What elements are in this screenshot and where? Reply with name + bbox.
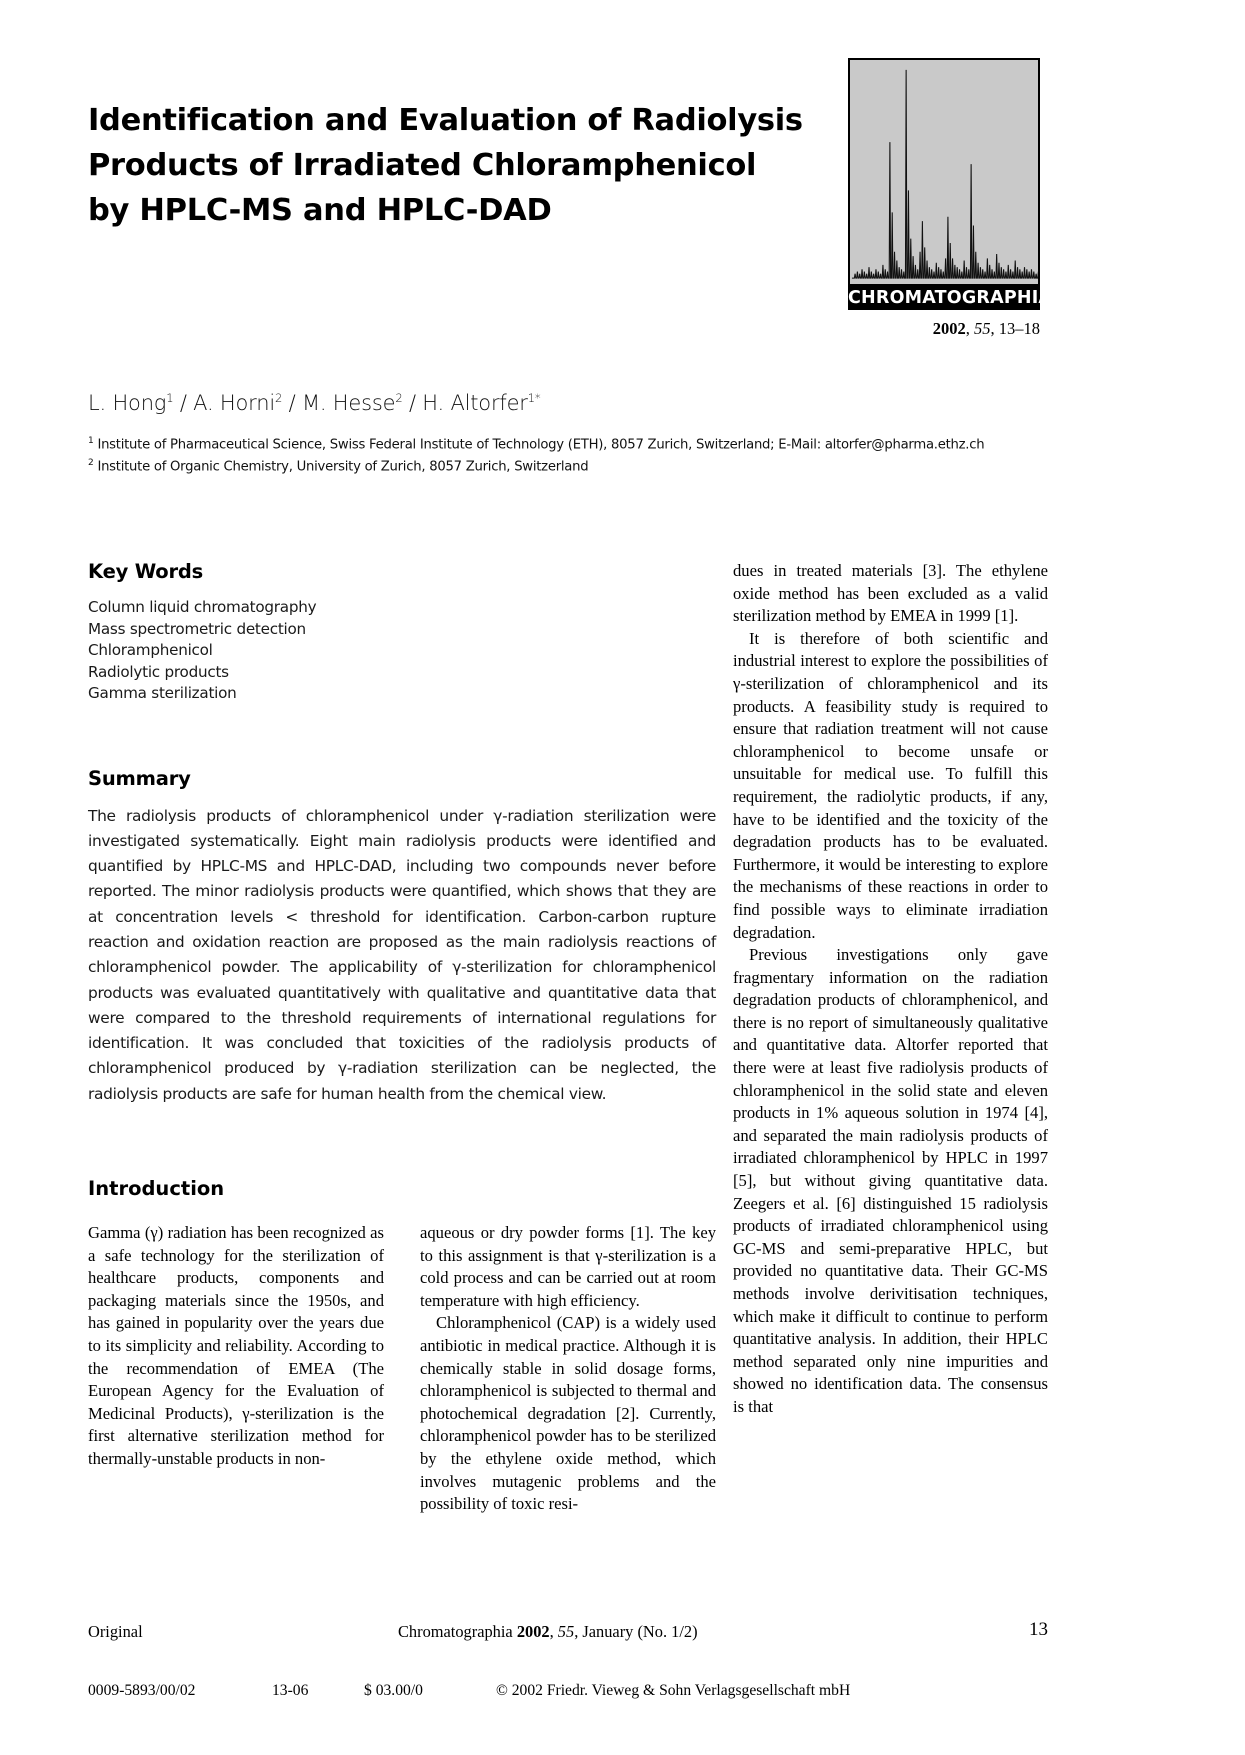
affiliation-2-text: Institute of Organic Chemistry, University of Zurich, 8057 Zurich, Switzerland xyxy=(97,459,589,475)
title-line-3: by HPLC-MS and HPLC-DAD xyxy=(88,193,552,228)
title-line-1: Identification and Evaluation of Radiolysis xyxy=(88,103,803,138)
keyword-item: Gamma sterilization xyxy=(88,684,237,702)
citation-pages: 13–18 xyxy=(998,319,1040,338)
footer-row-secondary xyxy=(88,1682,1048,1708)
keywords-heading: Key Words xyxy=(88,560,204,583)
chromatogram-thumbnail xyxy=(848,58,1040,286)
footer-journal-citation: Chromatographia 2002, 55, January (No. 1/2) xyxy=(398,1622,698,1641)
footer-issn: 0009-5893/00/02 xyxy=(88,1682,196,1699)
footer-page-number: 13 xyxy=(1029,1619,1048,1640)
left-column xyxy=(88,560,716,1200)
author-1-affil-marker: 1 xyxy=(166,391,174,405)
body-paragraph: It is therefore of both scientific and industrial interest to explore the possibilities of γ-sterilization of chloramphenicol and its products. A feasibility study is required to ensure that radiation treatment will not cause chloramphenicol to become unsafe or unsuitable for medical use. To fulfill this requirement, the radiolytic products, if any, have to be identified and the toxicity of the degradation products has to be evaluated. Furthermore, it would be interesting to explore the mechanisms of these reactions in order to find possible ways to eliminate irradiation degradation. xyxy=(733,628,1048,942)
summary-heading: Summary xyxy=(88,766,191,790)
intro-paragraph: Chloramphenicol (CAP) is a widely used antibiotic in medical practice. Although it is chemically stable in solid dosage forms, chloramphenicol is subjected to thermal and photochemical degradation [2]. Currently, chloramphenicol powder has to be sterilized by the ethylene oxide method, which involves mutagenic problems and the possibility of toxic resi- xyxy=(420,1313,716,1514)
affiliation-2-marker: 2 xyxy=(88,458,94,469)
keyword-item: Column liquid chromatography xyxy=(88,598,317,616)
author-3: M. Hesse$^2$ xyxy=(301,391,403,415)
footer-journal-name: Chromatographia xyxy=(398,1622,513,1641)
keywords-list xyxy=(88,597,716,705)
body-paragraph: Previous investigations only gave fragmentary information on the radiation degradation products of chloramphenicol, and there is no report of simultaneously qualitative and quantitative data. Altorfer reported that there were at least five radiolysis products of chloramphenicol in the solid state and eleven products in 1% aqueous solution in 1974 [4], and separated the main radiolysis products of irradiated chloramphenicol by HPLC in 1997 [5], but without giving quantitative data. Zeegers et al. [6] distinguished 15 radiolysis products of irradiated chloramphenicol using GC-MS and semi-preparative HPLC, but provided no quantitative data. Their GC-MS methods involve derivitisation techniques, which make it difficult to continue to perform quantitative analysis. In addition, their HPLC method separated only nine impurities and showed no identification data. The consensus is that xyxy=(733,945,1048,1416)
author-separator-1: / xyxy=(179,391,194,415)
footer-article-code: 13-06 xyxy=(272,1682,309,1699)
author-1: L. Hong$^1$ xyxy=(88,391,174,415)
affiliation-1-marker: 1 xyxy=(88,436,94,446)
introduction-body xyxy=(88,1222,716,1516)
summary-text: The radiolysis products of chloramphenicol under γ-radiation sterilization were investigated systematically. Eight main radiolysis products were identified and quantified by HPLC-MS and HPLC-DAD, including two compounds never before reported. The minor radiolysis products were quantified, which shows that they are at concentration levels < threshold for identification. Carbon-carbon rupture reaction and oxidation reaction are proposed as the main radiolysis reactions of chloramphenicol powder. The applicability of γ-sterilization for chloramphenicol products was evaluated quantitatively with qualitative and quantitative data that were compared to the threshold requirements of international regulations for identification. It was concluded that toxicities of the radiolysis products of chloramphenicol produced by γ-radiation sterilization can be neglected, the radiolysis products are safe for human health from the chemical view. xyxy=(88,806,716,1103)
affiliation-2 xyxy=(88,454,1048,476)
footer-journal-year: 2002 xyxy=(516,1622,550,1641)
keyword-item: Radiolytic products xyxy=(88,662,229,681)
footer-copyright: © 2002 Friedr. Vieweg & Sohn Verlagsgesellschaft mbH xyxy=(496,1682,851,1699)
author-4-affil-marker: 1* xyxy=(527,391,541,405)
author-2: A. Horni$^2$ xyxy=(193,391,283,415)
author-4: H. Altorfer$^{1*}$ xyxy=(422,391,541,415)
footer-price: $ 03.00/0 xyxy=(364,1682,423,1699)
footer-original-label: Original xyxy=(88,1622,143,1641)
title-line-2: Products of Irradiated Chloramphenicol xyxy=(88,148,757,183)
footer-journal-volume: 55 xyxy=(557,1622,575,1641)
introduction-heading: Introduction xyxy=(88,1177,225,1201)
introduction-column-a xyxy=(88,1222,384,1516)
affiliation-1 xyxy=(88,432,1048,454)
citation-year: 2002 xyxy=(932,319,966,338)
citation-volume: 55 xyxy=(974,319,991,338)
author-separator-2: / xyxy=(288,391,302,415)
right-column xyxy=(733,560,1048,1419)
page-title xyxy=(88,98,803,233)
body-paragraph: dues in treated materials [3]. The ethylene oxide method has been excluded as a valid sterilization method by EMEA in 1999 [1]. xyxy=(733,561,1048,626)
intro-paragraph: Gamma (γ) radiation has been recognized as a safe technology for the sterilization of healthcare products, components and packaging materials since the 1950s, and has gained in popularity over the years due to its simplicity and reliability. According to the recommendation of EMEA (The European Agency for the Evaluation of Medicinal Products), γ-sterilization is the first alternative sterilization method for thermally-unstable products in non- xyxy=(88,1223,384,1468)
chromatogram-icon xyxy=(850,60,1038,284)
author-separator-3: / xyxy=(408,391,423,415)
author-2-affil-marker: 2 xyxy=(274,391,283,405)
affiliation-1-text: Institute of Pharmaceutical Science, Swiss Federal Institute of Technology (ETH), 8057 Zurich, Switzerland; E-Mail: altorfer@pharma.ethz.ch xyxy=(97,437,985,453)
footer-row-primary xyxy=(88,1619,1048,1648)
author-3-affil-marker: 2 xyxy=(395,391,403,405)
keyword-item: Chloramphenicol xyxy=(88,641,213,659)
intro-paragraph: aqueous or dry powder forms [1]. The key to this assignment is that γ-sterilization is a cold process and can be carried out at room temperature with high efficiency. xyxy=(420,1223,716,1310)
keyword-item: Mass spectrometric detection xyxy=(88,619,306,638)
page-footer xyxy=(88,1619,1048,1708)
introduction-column-b xyxy=(420,1222,716,1516)
journal-logo xyxy=(848,58,1053,339)
author-list xyxy=(88,391,540,415)
journal-wordmark: CHROMATOGRAPHIA xyxy=(848,288,1053,308)
footer-journal-issue: , January (No. 1/2) xyxy=(574,1622,698,1641)
journal-citation: 2002, 55, 13–18 xyxy=(932,319,1040,338)
affiliation-list xyxy=(88,432,1048,477)
